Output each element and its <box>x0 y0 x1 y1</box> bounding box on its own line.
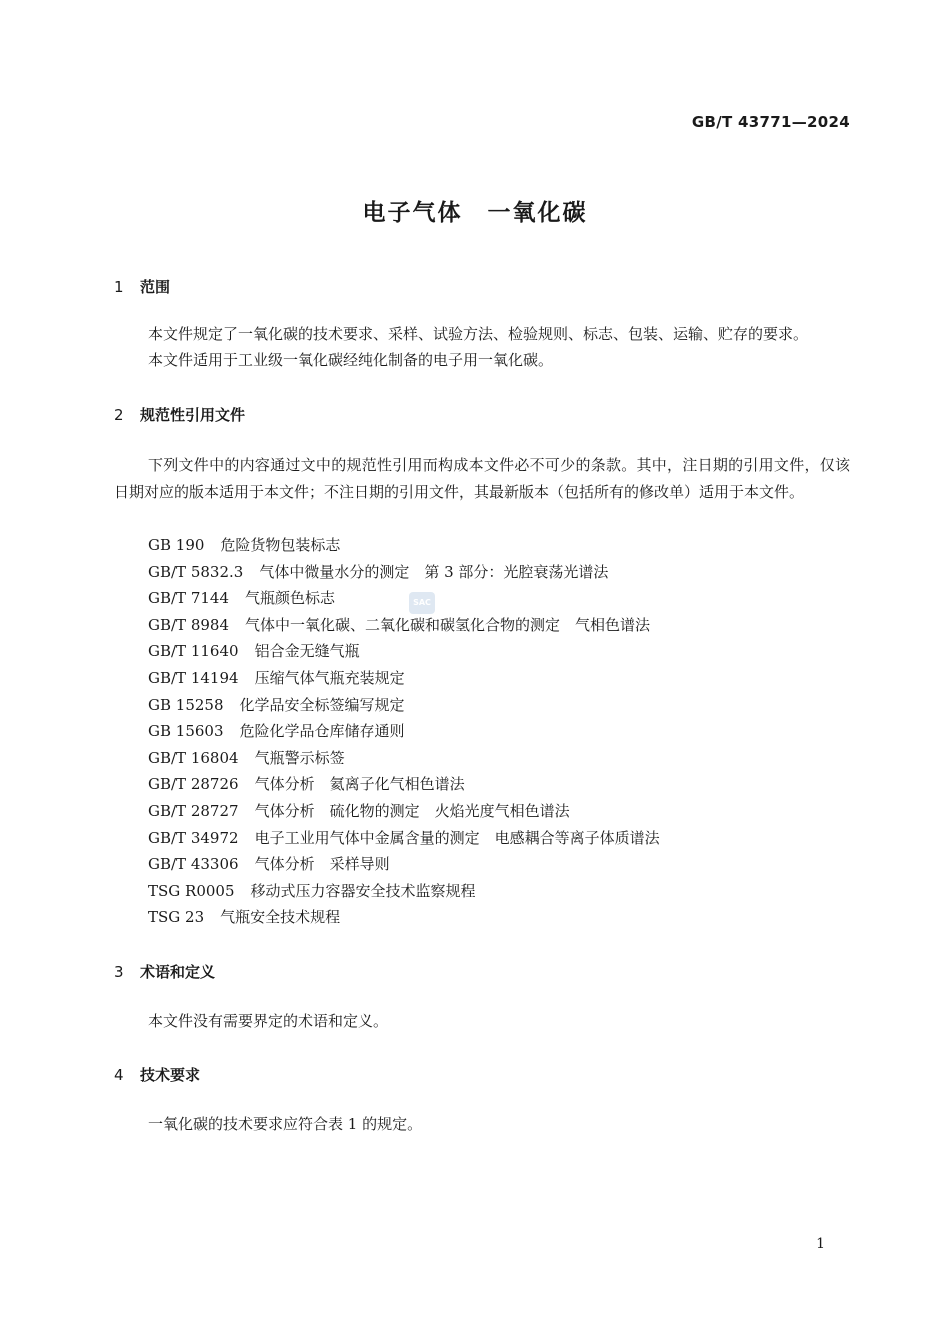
reference-code: TSG 23 <box>148 908 205 927</box>
sac-watermark-logo: SAC <box>409 592 435 614</box>
section-heading-scope <box>114 276 170 297</box>
reference-item <box>148 585 660 612</box>
technical-requirements-paragraph: 一氧化碳的技术要求应符合表 1 的规定。 <box>148 1115 423 1133</box>
reference-item <box>148 638 660 665</box>
reference-item <box>148 718 660 745</box>
reference-item <box>148 665 660 692</box>
section-number: 2 <box>114 406 124 424</box>
reference-item <box>148 771 660 798</box>
section-heading-technical-requirements <box>114 1064 200 1085</box>
reference-code: TSG R0005 <box>148 881 235 900</box>
reference-item <box>148 904 660 931</box>
reference-code: GB/T 43306 <box>148 855 239 874</box>
reference-title: 电子工业用气体中金属含量的测定 电感耦合等离子体质谱法 <box>254 828 660 847</box>
reference-code: GB 190 <box>148 536 205 554</box>
reference-title: 气瓶警示标签 <box>254 748 345 767</box>
section-title: 规范性引用文件 <box>140 406 246 424</box>
reference-item <box>148 559 660 586</box>
section-title: 术语和定义 <box>140 963 216 981</box>
document-title: 电子气体 一氧化碳 <box>362 200 588 226</box>
section-title: 范围 <box>140 278 171 296</box>
reference-code: GB/T 16804 <box>148 748 239 767</box>
reference-item <box>148 798 660 825</box>
section-number: 3 <box>114 963 124 981</box>
reference-title: 气瓶颜色标志 <box>245 589 336 608</box>
reference-title: 气体中微量水分的测定 第 3 部分：光腔衰荡光谱法 <box>259 562 609 581</box>
section-title: 技术要求 <box>140 1066 201 1084</box>
reference-title: 气瓶安全技术规程 <box>220 908 341 927</box>
reference-item <box>148 878 660 905</box>
reference-title: 危险化学品仓库储存通则 <box>239 722 405 741</box>
reference-code: GB/T 11640 <box>148 642 239 661</box>
reference-code: GB/T 5832.3 <box>148 562 244 581</box>
reference-code: GB/T 28726 <box>148 775 239 794</box>
reference-item <box>148 825 660 852</box>
reference-title: 移动式压力容器安全技术监察规程 <box>250 881 476 900</box>
reference-code: GB 15603 <box>148 722 224 741</box>
page-number: 1 <box>816 1236 825 1252</box>
terms-paragraph: 本文件没有需要界定的术语和定义。 <box>148 1012 389 1030</box>
reference-title: 压缩气体气瓶充装规定 <box>254 668 405 687</box>
reference-code: GB/T 28727 <box>148 801 239 820</box>
reference-item <box>148 692 660 719</box>
reference-title: 气体分析 采样导则 <box>254 855 390 874</box>
section-number: 4 <box>114 1066 124 1084</box>
reference-item <box>148 851 660 878</box>
reference-item <box>148 612 660 639</box>
reference-code: GB/T 34972 <box>148 828 239 847</box>
reference-title: 化学品安全标签编写规定 <box>239 695 405 714</box>
reference-title: 铝合金无缝气瓶 <box>254 642 360 661</box>
reference-title: 气体中一氧化碳、二氧化碳和碳氢化合物的测定 气相色谱法 <box>245 615 651 634</box>
reference-list <box>148 532 660 931</box>
document-code: GB/T 43771—2024 <box>691 113 850 131</box>
reference-title: 气体分析 硫化物的测定 火焰光度气相色谱法 <box>254 801 570 820</box>
reference-code: GB 15258 <box>148 695 224 714</box>
reference-item <box>148 745 660 772</box>
reference-title: 危险货物包装标志 <box>220 536 341 554</box>
reference-code: GB/T 8984 <box>148 615 230 634</box>
reference-code: GB/T 14194 <box>148 668 239 687</box>
reference-item <box>148 532 660 559</box>
section-number: 1 <box>114 278 124 296</box>
scope-paragraph-2: 本文件适用于工业级一氧化碳经纯化制备的电子用一氧化碳。 <box>148 351 554 369</box>
section-heading-terms <box>114 961 215 982</box>
section-heading-references <box>114 404 245 425</box>
references-intro: 下列文件中的内容通过文中的规范性引用而构成本文件必不可少的条款。其中，注日期的引用文件，仅该日期对应的版本适用于本文件；不注日期的引用文件，其最新版本（包括所有的修改单）适用于本文件。 <box>114 456 850 501</box>
reference-code: GB/T 7144 <box>148 589 230 608</box>
reference-title: 气体分析 氦离子化气相色谱法 <box>254 775 465 794</box>
scope-paragraph-1: 本文件规定了一氧化碳的技术要求、采样、试验方法、检验规则、标志、包装、运输、贮存的要求。 <box>148 325 809 343</box>
